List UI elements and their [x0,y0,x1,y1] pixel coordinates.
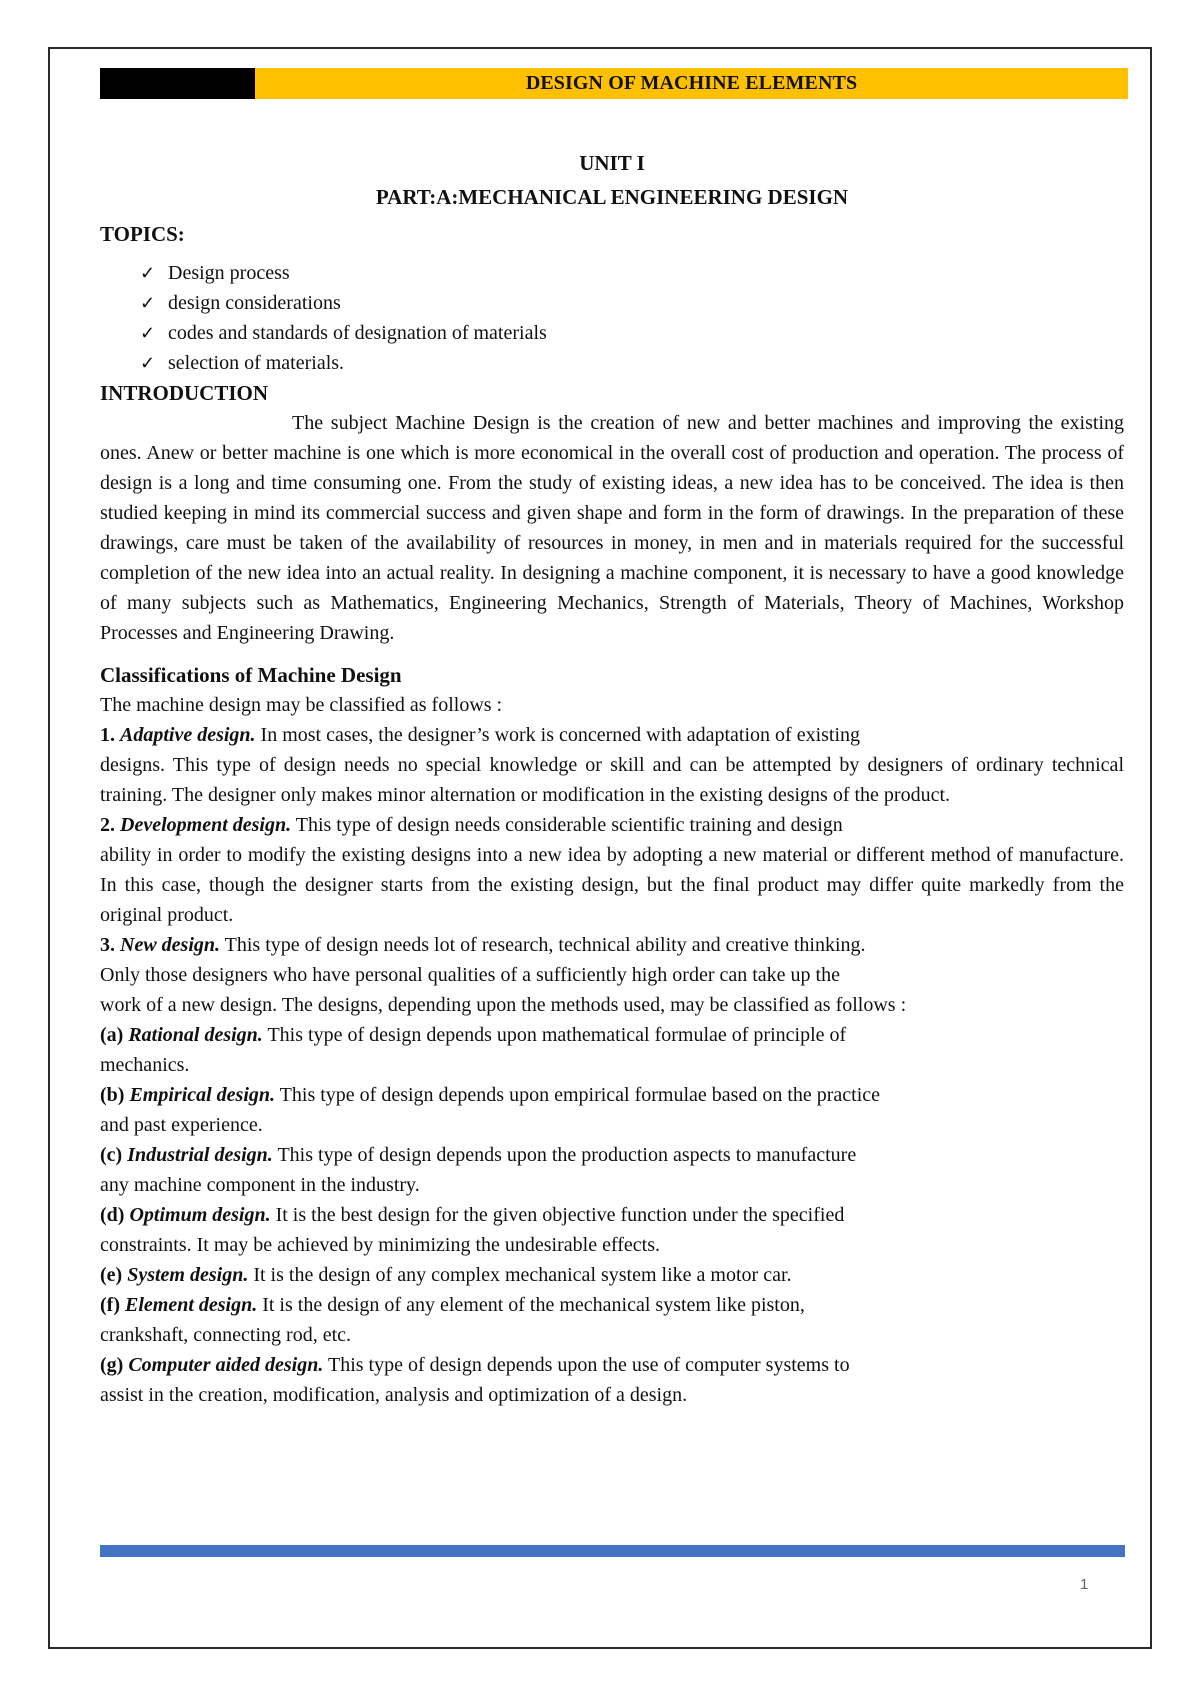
item-label: (f) [100,1294,120,1316]
item-label: (g) [100,1354,124,1376]
item-text: It is the design of any element of the mechanical system like piston, [262,1294,805,1316]
header-black-block [100,68,255,99]
list-item [140,288,1124,318]
computer-aided-design-line [100,1350,1124,1380]
item-text: This type of design depends upon the production aspects to manufacture [277,1144,857,1166]
new-design-title: New design. [120,934,220,956]
checkmark-icon: ✓ [140,353,156,373]
checkmark-icon: ✓ [140,293,156,313]
item-label: (a) [100,1024,124,1046]
page-number: 1 [1080,1576,1089,1593]
adaptive-design-line [100,720,1124,750]
computer-aided-design-line-2: assist in the creation, modification, analysis and optimization of a design. [100,1384,688,1406]
optimum-design-line [100,1200,1124,1230]
optimum-design-line-2: constraints. It may be achieved by minimizing the undesirable effects. [100,1234,661,1256]
development-design-rest: ability in order to modify the existing designs into a new idea by adopting a new material or different method of manufacture. In this case, though the designer starts from the existing design, but the final product may differ quite markedly from the original product. [100,844,1124,926]
empirical-design-title: Empirical design. [129,1084,276,1106]
system-design-title: System design. [127,1264,249,1286]
list-item [140,258,1124,288]
footer-divider [100,1545,1125,1557]
development-design-line [100,810,1124,840]
list-item [140,348,1124,378]
introduction-heading: INTRODUCTION [100,381,269,405]
optimum-design-title: Optimum design. [129,1204,271,1226]
item-text: This type of design depends upon the use of computer systems to [327,1354,850,1376]
topic-text: selection of materials. [168,352,345,374]
development-design-title: Development design. [120,814,292,836]
classifications-heading: Classifications of Machine Design [100,663,402,687]
document-content [100,146,1124,1410]
item-text: This type of design depends upon empirical formulae based on the practice [279,1084,881,1106]
item-number: 1. [100,724,115,746]
topic-text: codes and standards of designation of materials [168,322,547,344]
industrial-design-line-2: any machine component in the industry. [100,1174,420,1196]
system-design-line [100,1260,1124,1290]
topics-label: TOPICS: [100,222,185,246]
item-label: (c) [100,1144,123,1166]
development-design-text: This type of design needs considerable scientific training and design [295,814,843,836]
item-text: This type of design depends upon mathematical formulae of principle of [267,1024,847,1046]
computer-aided-design-title: Computer aided design. [128,1354,324,1376]
checkmark-icon: ✓ [140,323,156,343]
rational-design-line-2: mechanics. [100,1054,190,1076]
empirical-design-line-2: and past experience. [100,1114,263,1136]
empirical-design-line [100,1080,1124,1110]
item-number: 3. [100,934,115,956]
new-design-line-3: work of a new design. The designs, depending upon the methods used, may be classified as follows : [100,994,907,1016]
adaptive-design-text: In most cases, the designer’s work is concerned with adaptation of existing [260,724,861,746]
adaptive-design-rest: designs. This type of design needs no special knowledge or skill and can be attempted by designers of ordinary technical training. The designer only makes minor alternation or modification in the existing designs of the product. [100,754,1124,806]
element-design-line-2: crankshaft, connecting rod, etc. [100,1324,352,1346]
item-label: (d) [100,1204,125,1226]
part-title: PART:A:MECHANICAL ENGINEERING DESIGN [375,185,849,209]
unit-title: UNIT I [579,151,645,175]
list-item [140,318,1124,348]
element-design-title: Element design. [124,1294,258,1316]
new-design-text: This type of design needs lot of research, technical ability and creative thinking. [224,934,866,956]
item-text: It is the best design for the given objective function under the specified [275,1204,845,1226]
industrial-design-line [100,1140,1124,1170]
classifications-intro: The machine design may be classified as follows : [100,694,503,716]
header-bar [100,68,1128,99]
item-label: (b) [100,1084,125,1106]
item-text: It is the design of any complex mechanical system like a motor car. [253,1264,792,1286]
adaptive-design-title: Adaptive design. [120,724,256,746]
new-design-line-2: Only those designers who have personal qualities of a sufficiently high order can take up the [100,964,840,986]
topic-text: Design process [168,262,290,284]
element-design-line [100,1290,1124,1320]
topic-list [100,258,1124,378]
rational-design-line [100,1020,1124,1050]
item-number: 2. [100,814,115,836]
checkmark-icon: ✓ [140,263,156,283]
industrial-design-title: Industrial design. [127,1144,273,1166]
topic-text: design considerations [168,292,341,314]
header-title: DESIGN OF MACHINE ELEMENTS [255,68,1128,99]
rational-design-title: Rational design. [128,1024,263,1046]
introduction-body: The subject Machine Design is the creation of new and better machines and improving the existing ones. Anew or better machine is one which is more economical in the overall cost of production and operation. The process of design is a long and time consuming one. From the study of existing ideas, a new idea has to be conceived. The idea is then studied keeping in mind its commercial success and given shape and form in the form of drawings. In the preparation of these drawings, care must be taken of the availability of resources in money, in men and in materials required for the successful completion of the new idea into an actual reality. In designing a machine component, it is necessary to have a good knowledge of many subjects such as Mathematics, Engineering Mechanics, Strength of Materials, Theory of Machines, Workshop Processes and Engineering Drawing. [100,412,1124,644]
item-label: (e) [100,1264,123,1286]
new-design-line [100,930,1124,960]
